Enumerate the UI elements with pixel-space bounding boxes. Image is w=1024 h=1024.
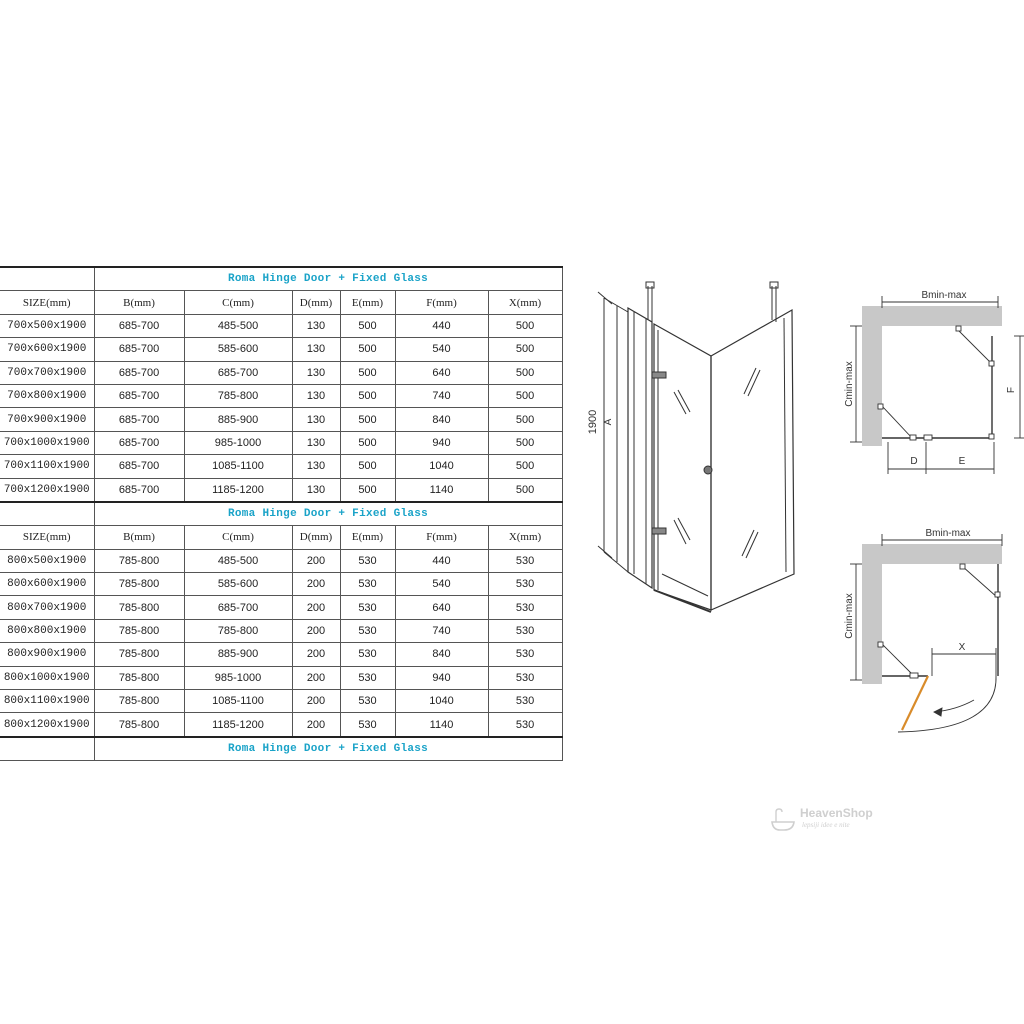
table-row xyxy=(0,408,562,431)
table-cell: 200 xyxy=(292,573,340,596)
table-cell: 200 xyxy=(292,666,340,689)
upper-hinge xyxy=(652,372,666,378)
table-cell: 500 xyxy=(488,384,562,407)
column-header: F(mm) xyxy=(395,526,488,549)
x-label: X xyxy=(958,642,966,653)
table-cell: 530 xyxy=(488,713,562,737)
table-cell: 885-900 xyxy=(184,408,292,431)
column-header: C(mm) xyxy=(184,291,292,314)
table-cell: 200 xyxy=(292,643,340,666)
table-cell: 500 xyxy=(340,431,395,454)
table-cell: 685-700 xyxy=(94,384,184,407)
spec-table xyxy=(0,266,563,761)
table-cell: 200 xyxy=(292,690,340,713)
size-cell: 800x900x1900 xyxy=(0,643,94,666)
table-row xyxy=(0,549,562,572)
table-cell: 130 xyxy=(292,338,340,361)
table-cell: 940 xyxy=(395,666,488,689)
table-title-blank-cell xyxy=(0,267,94,291)
table-cell: 530 xyxy=(340,573,395,596)
table-cell: 740 xyxy=(395,619,488,642)
table-cell: 585-600 xyxy=(184,573,292,596)
column-header: B(mm) xyxy=(94,291,184,314)
table-title-row xyxy=(0,267,562,291)
table-row xyxy=(0,713,562,737)
table-cell: 530 xyxy=(488,619,562,642)
table-cell: 530 xyxy=(488,643,562,666)
table-cell: 530 xyxy=(340,690,395,713)
table-cell: 500 xyxy=(488,361,562,384)
table-cell: 785-800 xyxy=(184,384,292,407)
table-cell: 585-600 xyxy=(184,338,292,361)
table-cell: 785-800 xyxy=(94,549,184,572)
lower-hinge xyxy=(652,528,666,534)
column-header: X(mm) xyxy=(488,291,562,314)
table-cell: 130 xyxy=(292,478,340,502)
table-cell: 500 xyxy=(340,314,395,337)
dimension-a-label: A xyxy=(603,418,614,426)
table-title-blank-cell xyxy=(0,737,94,761)
table-cell: 1185-1200 xyxy=(184,713,292,737)
table-cell: 1185-1200 xyxy=(184,478,292,502)
table-row xyxy=(0,573,562,596)
column-header: E(mm) xyxy=(340,291,395,314)
table-cell: 1085-1100 xyxy=(184,690,292,713)
size-cell: 800x800x1900 xyxy=(0,619,94,642)
table-cell: 785-800 xyxy=(94,573,184,596)
column-header: D(mm) xyxy=(292,526,340,549)
bathtub-icon xyxy=(768,806,798,834)
table-cell: 130 xyxy=(292,361,340,384)
size-cell: 700x900x1900 xyxy=(0,408,94,431)
plan-view-bottom xyxy=(838,524,1024,744)
table-cell: 1040 xyxy=(395,455,488,478)
spec-table-body xyxy=(0,267,562,761)
table-cell: 130 xyxy=(292,431,340,454)
table-cell: 985-1000 xyxy=(184,666,292,689)
table-cell: 500 xyxy=(340,408,395,431)
table-title: Roma Hinge Door + Fixed Glass xyxy=(94,267,562,291)
table-cell: 500 xyxy=(488,408,562,431)
table-cell: 500 xyxy=(488,478,562,502)
d-label: D xyxy=(910,456,918,467)
table-cell: 685-700 xyxy=(94,314,184,337)
table-cell: 530 xyxy=(488,690,562,713)
table-row xyxy=(0,666,562,689)
table-cell: 130 xyxy=(292,384,340,407)
table-cell: 685-700 xyxy=(184,361,292,384)
bottom-width-label: Bmin-max xyxy=(925,528,971,539)
table-cell: 530 xyxy=(340,643,395,666)
table-cell: 500 xyxy=(340,478,395,502)
table-cell: 785-800 xyxy=(94,596,184,619)
table-cell: 540 xyxy=(395,573,488,596)
table-cell: 640 xyxy=(395,596,488,619)
size-cell: 800x500x1900 xyxy=(0,549,94,572)
table-cell: 785-800 xyxy=(94,619,184,642)
table-cell: 685-700 xyxy=(94,455,184,478)
table-cell: 1085-1100 xyxy=(184,455,292,478)
table-cell: 685-700 xyxy=(184,596,292,619)
table-cell: 500 xyxy=(488,314,562,337)
table-row xyxy=(0,619,562,642)
table-cell: 530 xyxy=(340,596,395,619)
table-cell: 500 xyxy=(340,455,395,478)
table-cell: 130 xyxy=(292,455,340,478)
table-cell: 785-800 xyxy=(94,666,184,689)
table-cell: 530 xyxy=(340,619,395,642)
door-knob-icon xyxy=(704,466,712,474)
table-row xyxy=(0,384,562,407)
table-row xyxy=(0,338,562,361)
table-header-row xyxy=(0,291,562,314)
table-cell: 500 xyxy=(488,338,562,361)
table-cell: 530 xyxy=(488,549,562,572)
table-row xyxy=(0,361,562,384)
table-row xyxy=(0,455,562,478)
table-title-blank-cell xyxy=(0,502,94,526)
table-cell: 940 xyxy=(395,431,488,454)
column-header: X(mm) xyxy=(488,526,562,549)
table-cell: 840 xyxy=(395,408,488,431)
table-row xyxy=(0,596,562,619)
table-cell: 130 xyxy=(292,314,340,337)
table-row xyxy=(0,314,562,337)
size-cell: 700x500x1900 xyxy=(0,314,94,337)
column-header: C(mm) xyxy=(184,526,292,549)
table-cell: 130 xyxy=(292,408,340,431)
height-label: 1900 xyxy=(587,409,599,435)
table-cell: 640 xyxy=(395,361,488,384)
table-cell: 1140 xyxy=(395,713,488,737)
watermark-name: HeavenShop xyxy=(800,806,873,820)
table-cell: 530 xyxy=(340,713,395,737)
column-header: SIZE(mm) xyxy=(0,291,94,314)
column-header: F(mm) xyxy=(395,291,488,314)
f-label: F xyxy=(1006,386,1017,394)
table-cell: 1040 xyxy=(395,690,488,713)
table-cell: 485-500 xyxy=(184,314,292,337)
table-row xyxy=(0,478,562,502)
table-cell: 200 xyxy=(292,619,340,642)
table-cell: 985-1000 xyxy=(184,431,292,454)
bottom-depth-label: Cmin-max xyxy=(844,593,855,639)
table-row xyxy=(0,431,562,454)
table-row xyxy=(0,690,562,713)
table-cell: 785-800 xyxy=(184,619,292,642)
size-cell: 800x1000x1900 xyxy=(0,666,94,689)
table-header-row xyxy=(0,526,562,549)
table-row xyxy=(0,643,562,666)
table-cell: 685-700 xyxy=(94,338,184,361)
e-label: E xyxy=(958,456,966,467)
table-cell: 785-800 xyxy=(94,690,184,713)
table-cell: 530 xyxy=(340,549,395,572)
table-cell: 530 xyxy=(340,666,395,689)
table-cell: 840 xyxy=(395,643,488,666)
table-cell: 885-900 xyxy=(184,643,292,666)
size-cell: 800x700x1900 xyxy=(0,596,94,619)
watermark-tagline: lepsiji idee e nite xyxy=(802,821,850,829)
table-cell: 685-700 xyxy=(94,431,184,454)
size-cell: 700x1000x1900 xyxy=(0,431,94,454)
size-cell: 800x1200x1900 xyxy=(0,713,94,737)
table-cell: 530 xyxy=(488,573,562,596)
size-cell: 700x600x1900 xyxy=(0,338,94,361)
table-title: Roma Hinge Door + Fixed Glass xyxy=(94,502,562,526)
heavenshop-watermark xyxy=(768,806,888,836)
table-cell: 200 xyxy=(292,549,340,572)
table-title-row xyxy=(0,502,562,526)
table-cell: 1140 xyxy=(395,478,488,502)
table-cell: 685-700 xyxy=(94,478,184,502)
table-cell: 440 xyxy=(395,549,488,572)
table-cell: 685-700 xyxy=(94,408,184,431)
size-cell: 800x600x1900 xyxy=(0,573,94,596)
top-width-label: Bmin-max xyxy=(921,290,967,301)
table-cell: 485-500 xyxy=(184,549,292,572)
table-cell: 530 xyxy=(488,596,562,619)
size-cell: 700x700x1900 xyxy=(0,361,94,384)
table-cell: 500 xyxy=(340,361,395,384)
column-header: B(mm) xyxy=(94,526,184,549)
table-cell: 200 xyxy=(292,713,340,737)
column-header: E(mm) xyxy=(340,526,395,549)
size-cell: 700x1200x1900 xyxy=(0,478,94,502)
table-cell: 500 xyxy=(340,338,395,361)
shower-enclosure-drawing xyxy=(582,272,808,618)
table-cell: 500 xyxy=(340,384,395,407)
table-cell: 200 xyxy=(292,596,340,619)
top-depth-label: Cmin-max xyxy=(844,361,855,407)
door-swing-line xyxy=(902,676,928,730)
table-cell: 500 xyxy=(488,455,562,478)
table-cell: 500 xyxy=(488,431,562,454)
table-cell: 785-800 xyxy=(94,643,184,666)
size-cell: 800x1100x1900 xyxy=(0,690,94,713)
table-cell: 530 xyxy=(488,666,562,689)
table-title: Roma Hinge Door + Fixed Glass xyxy=(94,737,562,761)
plan-view-top xyxy=(838,286,1024,476)
table-cell: 740 xyxy=(395,384,488,407)
table-title-row xyxy=(0,737,562,761)
table-cell: 540 xyxy=(395,338,488,361)
table-cell: 440 xyxy=(395,314,488,337)
table-cell: 785-800 xyxy=(94,713,184,737)
table-cell: 685-700 xyxy=(94,361,184,384)
column-header: D(mm) xyxy=(292,291,340,314)
size-cell: 700x800x1900 xyxy=(0,384,94,407)
size-cell: 700x1100x1900 xyxy=(0,455,94,478)
column-header: SIZE(mm) xyxy=(0,526,94,549)
